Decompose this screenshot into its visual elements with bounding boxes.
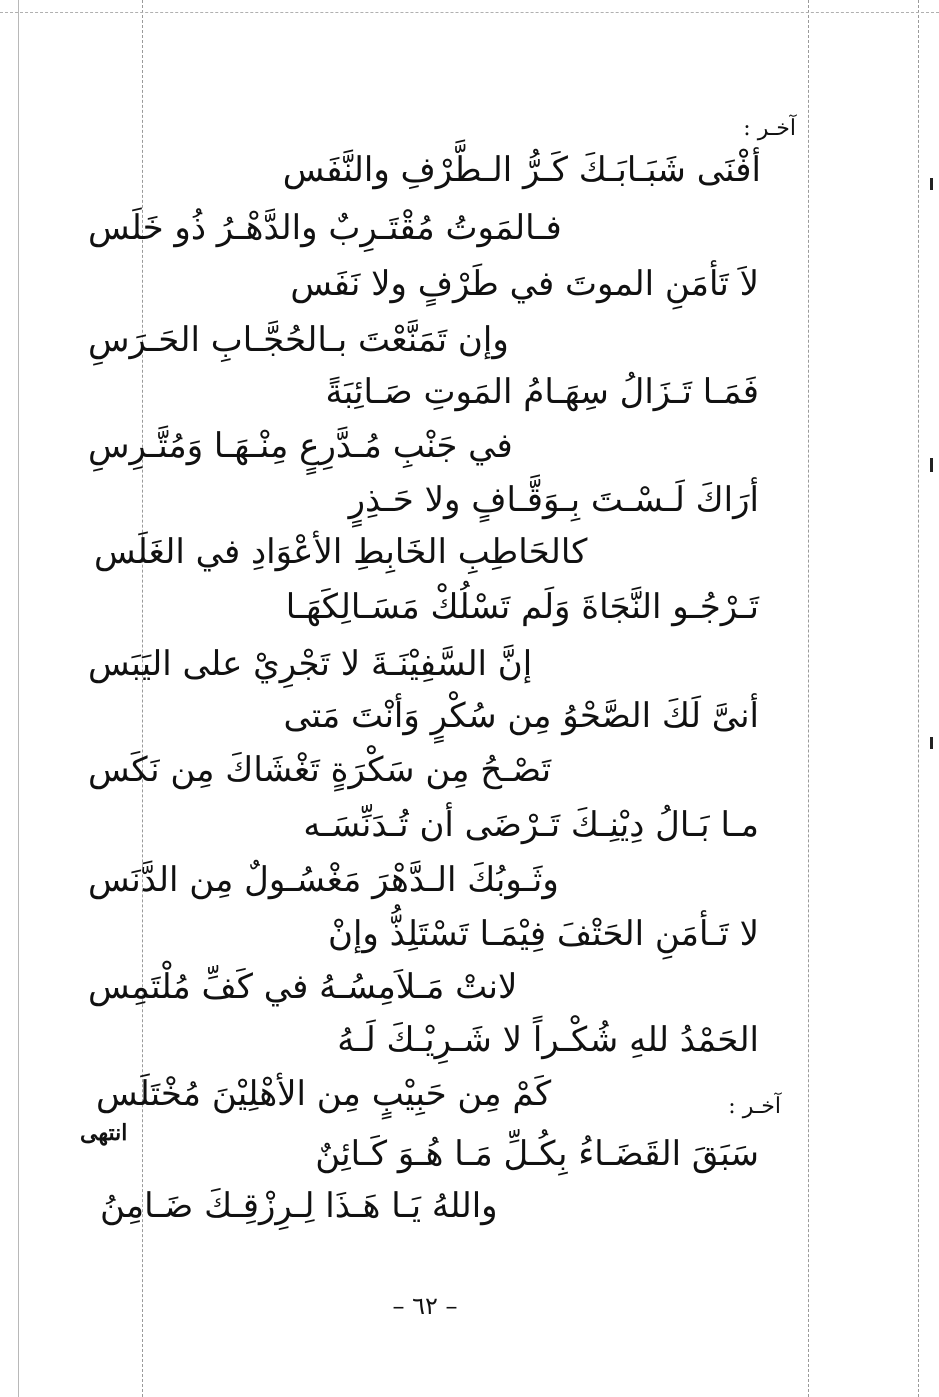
poem-line-1: أفْنَى شَبَـابَـكَ كَـرُّ الـطَّرْفِ والنَّفَس bbox=[282, 150, 761, 190]
poem-line-6: في جَنْبِ مُـدَّرِعٍ مِنْـهَـا وَمُتَّـرِسِ bbox=[88, 426, 513, 466]
margin-guide-right bbox=[808, 0, 809, 1397]
poem-line-11: أنىَّ لَكَ الصَّحْوُ مِن سُكْرٍ وَأنْتَ مَتى bbox=[283, 696, 759, 736]
poem-line-10: إنَّ السَّفِيْنَـةَ لا تَجْرِيْ على اليَبَس bbox=[88, 644, 533, 684]
margin-guide-far-right bbox=[918, 0, 919, 1397]
margin-line-left bbox=[18, 0, 19, 1397]
poem-line-14: وثَـوبُكَ الـدَّهْرَ مَغْسُـولٌ مِن الدَّنَس bbox=[88, 860, 559, 900]
end-note: انتهى bbox=[80, 1120, 128, 1146]
poem-line-2: فـالمَوتُ مُقْتَـرِبٌ والدَّهْـرُ ذُو خَلَس bbox=[88, 208, 562, 248]
poem-line-20: واللهُ يَـا هَـذَا لِـرِزْقِـكَ ضَـامِنُ bbox=[100, 1186, 498, 1226]
poem-line-7: أرَاكَ لَـسْـتَ بِـوَقَّـافٍ ولا حَـذِرٍ bbox=[348, 480, 759, 520]
binding-mark-top bbox=[930, 178, 933, 190]
margin-guide-top bbox=[0, 12, 939, 13]
section-heading: آخـر : bbox=[743, 116, 796, 141]
poem-line-18: كَمْ مِن حَبِيْبٍ مِن الأهْلِيْنَ مُخْتَلَس bbox=[96, 1074, 552, 1114]
poem-line-8: كالحَاطِبِ الخَابِطِ الأعْوَادِ في الغَلَس bbox=[94, 532, 588, 572]
poem-line-13: مـا بَـالُ دِيْنِـكَ تَـرْضَى أن تُـدَنِّسَـه bbox=[303, 805, 759, 845]
poem-line-9: تَـرْجُـو النَّجَاةَ وَلَم تَسْلُكْ مَسَـالِكَهَـا bbox=[285, 587, 759, 627]
poem-line-4: وإن تَمَنَّعْتَ بـالحُجَّـابِ الحَـرَسِ bbox=[88, 320, 509, 360]
poem-line-15: لا تَـأمَنِ الحَتْفَ فِيْمَـا تَسْتَلِذُّ وإنْ bbox=[328, 914, 759, 954]
poem-line-12: تَصْـحُ مِن سَكْرَةٍ تَغْشَاكَ مِن نَكَس bbox=[88, 750, 552, 790]
section-heading-2: آخـر : bbox=[728, 1094, 781, 1119]
poem-line-19: سَبَقَ القَضَـاءُ بِكُـلِّ مَـا هُـوَ كَـائِنٌ bbox=[315, 1134, 759, 1174]
binding-mark-middle bbox=[930, 458, 933, 472]
poem-line-5: فَمَـا تَـزَالُ سِهَـامُ المَوتِ صَـائِبَةً bbox=[325, 372, 759, 412]
page-number: – ٦٢ – bbox=[392, 1292, 458, 1320]
poem-line-17: الحَمْدُ للهِ شُكْـراً لا شَـرِيْـكَ لَـهُ bbox=[337, 1020, 759, 1060]
binding-mark-lower bbox=[930, 737, 933, 749]
poem-line-3: لاَ تَأمَنِ الموتَ في طَرْفٍ ولا نَفَس bbox=[290, 264, 759, 304]
poem-line-16: لانتْ مَـلاَمِسُـهُ في كَفِّ مُلْتَمِس bbox=[88, 967, 518, 1007]
